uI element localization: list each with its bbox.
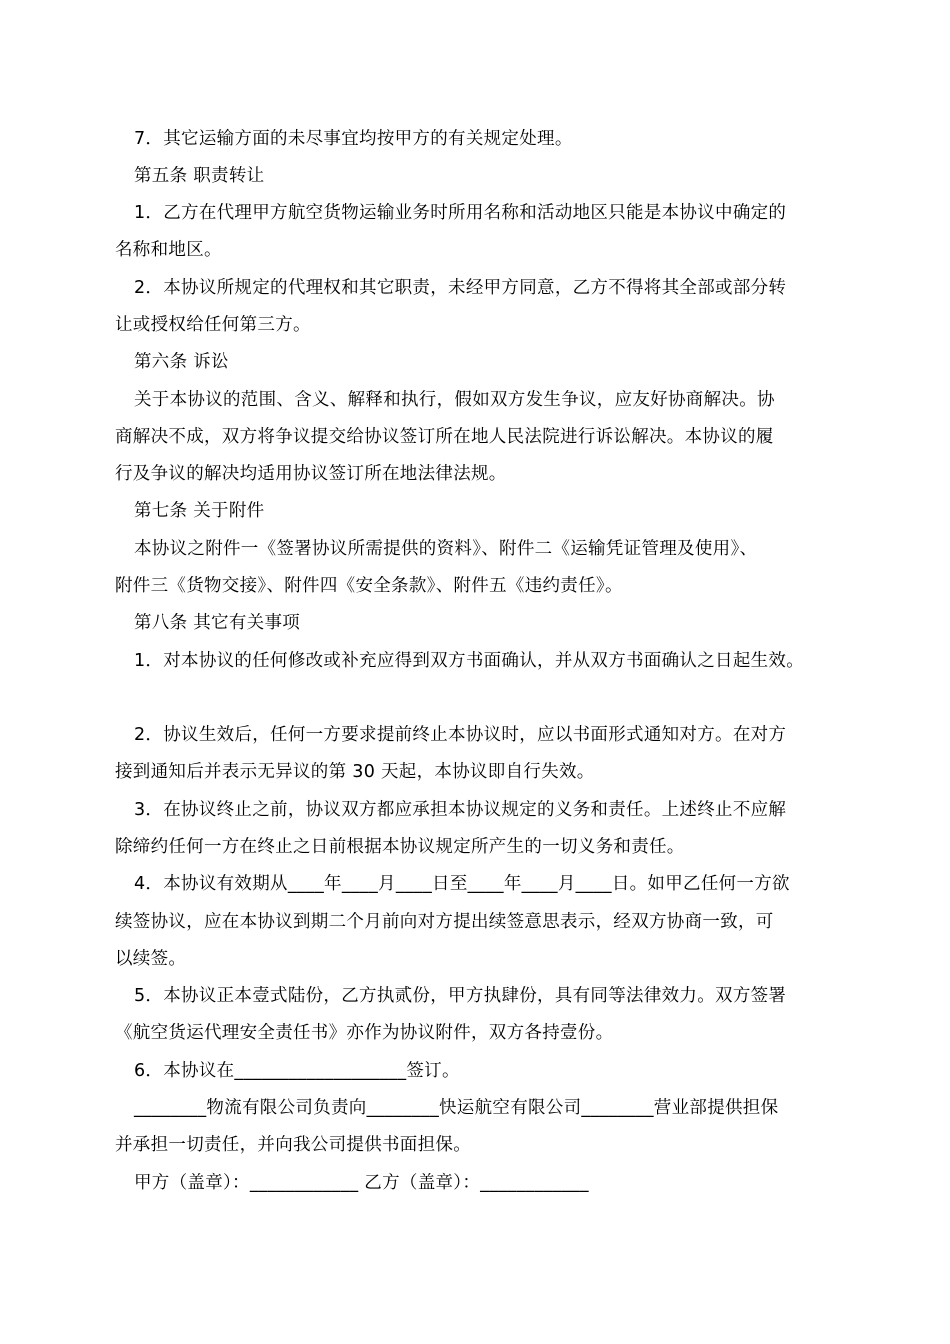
text-line: ________物流有限公司负责向________快运航空有限公司________营业部提供担保 [134,1098,779,1118]
text-line: 6．本协议在___________________签订。 [134,1061,460,1081]
section-heading: 第七条 关于附件 [134,501,265,521]
text-line: 3．在协议终止之前，协议双方都应承担本协议规定的义务和责任。上述终止不应解 [134,800,787,820]
section-heading: 第六条 诉讼 [134,352,229,372]
text-line: 1．乙方在代理甲方航空货物运输业务时所用名称和活动地区只能是本协议中确定的 [134,203,787,223]
signature-line: 甲方（盖章）：____________ 乙方（盖章）：____________ [134,1173,589,1193]
section-heading: 第五条 职责转让 [134,166,265,186]
text-line: 7．其它运输方面的未尽事宜均按甲方的有关规定处理。 [134,129,573,149]
text-line: 2．本协议所规定的代理权和其它职责，未经甲方同意，乙方不得将其全部或部分转 [134,278,787,298]
text-line: 除缔约任何一方在终止之日前根据本协议规定所产生的一切义务和责任。 [115,837,685,857]
section-heading: 第八条 其它有关事项 [134,613,301,633]
text-line: 让或授权给任何第三方。 [115,315,311,335]
text-line: 商解决不成，双方将争议提交给协议签订所在地人民法院进行诉讼解决。本协议的履 [115,427,774,447]
text-line: 2．协议生效后，任何一方要求提前终止本协议时，应以书面形式通知对方。在对方 [134,725,787,745]
text-line: 名称和地区。 [115,240,222,260]
text-line: 4．本协议有效期从____年____月____日至____年____月____日。如甲乙任何一方欲 [134,874,790,894]
text-line: 1．对本协议的任何修改或补充应得到双方书面确认，并从双方书面确认之日起生效。 [134,651,805,671]
text-line: 以续签。 [115,949,187,969]
text-line: 续签协议，应在本协议到期二个月前向对方提出续签意思表示，经双方协商一致，可 [115,912,774,932]
text-line: 本协议之附件一《签署协议所需提供的资料》、附件二《运输凭证管理及使用》、 [134,539,758,559]
text-line: 行及争议的解决均适用协议签订所在地法律法规。 [115,464,507,484]
text-line: 并承担一切责任，并向我公司提供书面担保。 [115,1135,471,1155]
text-line: 关于本协议的范围、含义、解释和执行，假如双方发生争议，应友好协商解决。协 [134,390,775,410]
text-line: 附件三《货物交接》、附件四《安全条款》、附件五《违约责任》。 [115,576,623,596]
text-line: 5．本协议正本壹式陆份，乙方执贰份，甲方执肆份，具有同等法律效力。双方签署 [134,986,787,1006]
text-line: 《航空货运代理安全责任书》亦作为协议附件，双方各持壹份。 [115,1023,614,1043]
text-line: 接到通知后并表示无异议的第 30 天起，本协议即自行失效。 [115,762,595,782]
